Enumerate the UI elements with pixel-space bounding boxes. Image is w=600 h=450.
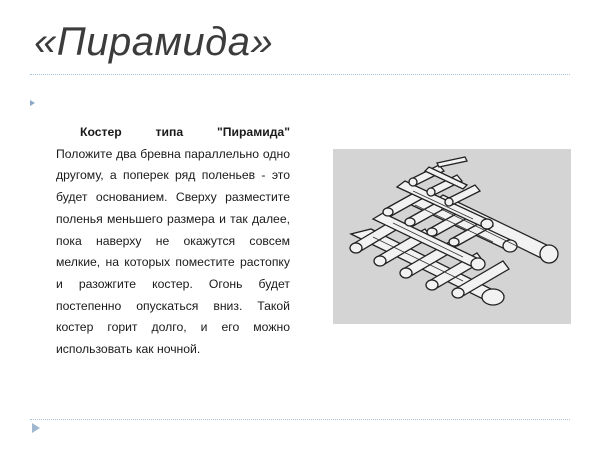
campfire-pyramid-image <box>333 149 571 324</box>
text-body: Положите два бревна параллельно одно другому, а поперек ряд поленьев - это будет основанием. Сверху разместите поленья меньшего размера и так далее, пока наверху не окажутся совсем мелкие, на которых поместите растопку и разожгите костер. Огонь будет постепенно опускаться вниз. Такой костер горит долго, и его можно использовать как ночной. <box>56 146 290 357</box>
title-divider <box>30 74 570 75</box>
text-block <box>56 122 290 361</box>
text-heading: Костер типа "Пирамида" <box>80 125 290 139</box>
slide-title: «Пирамида» <box>34 20 274 64</box>
triangle-bullet-icon <box>30 100 35 106</box>
log-pile-illustration <box>333 149 571 324</box>
footer-divider <box>30 419 570 420</box>
triangle-arrow-icon <box>32 423 40 433</box>
